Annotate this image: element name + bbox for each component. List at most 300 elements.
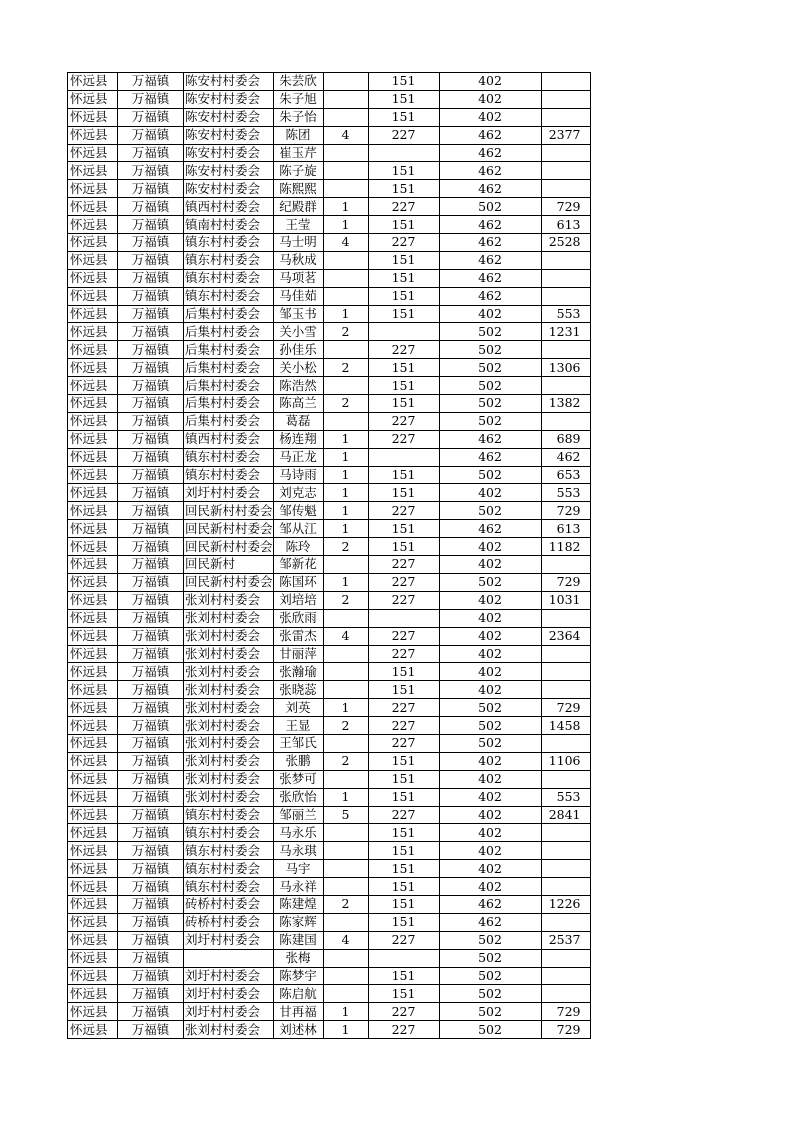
village-cell: 张刘村村委会 [184, 1021, 274, 1039]
table-row [68, 466, 591, 484]
amount1-cell: 151 [368, 90, 439, 108]
village-cell: 回民新村村委会 [185, 538, 273, 554]
town-cell: 万福镇 [118, 502, 184, 520]
name-cell: 邹玉书 [273, 305, 323, 323]
village-cell: 张刘村村委会 [184, 609, 274, 627]
amount1-cell: 227 [368, 627, 439, 645]
count-cell: 1 [323, 216, 368, 234]
village-cell: 镇东村村委会 [184, 466, 274, 484]
name-cell: 邹从江 [273, 520, 323, 538]
village-cell: 镇东村村委会 [184, 860, 274, 878]
total-cell: 553 [541, 788, 590, 806]
amount1-cell: 151 [368, 520, 439, 538]
total-cell [541, 556, 590, 574]
count-cell [323, 842, 368, 860]
amount1-cell [368, 448, 439, 466]
town-cell: 万福镇 [118, 180, 184, 198]
count-cell: 2 [323, 591, 368, 609]
table-row [68, 967, 591, 985]
county-cell: 怀远县 [68, 180, 118, 198]
village-cell: 回民新村村委会 [185, 502, 273, 518]
table-row [68, 359, 591, 377]
name-cell: 马正龙 [273, 448, 323, 466]
village-cell: 陈安村村委会 [184, 144, 274, 162]
amount1-cell: 151 [368, 967, 439, 985]
village-cell: 张刘村村委会 [184, 734, 274, 752]
amount1-cell: 227 [368, 234, 439, 252]
amount2-cell: 502 [439, 734, 541, 752]
county-cell: 怀远县 [68, 860, 118, 878]
name-cell: 马永祥 [273, 878, 323, 896]
amount2-cell: 502 [439, 949, 541, 967]
table-row [68, 752, 591, 770]
table-row [68, 90, 591, 108]
county-cell: 怀远县 [68, 251, 118, 269]
table-row [68, 860, 591, 878]
amount2-cell: 502 [439, 699, 541, 717]
county-cell: 怀远县 [68, 663, 118, 681]
village-cell: 镇东村村委会 [184, 878, 274, 896]
name-cell: 张梅 [273, 949, 323, 967]
amount2-cell: 502 [439, 377, 541, 395]
county-cell: 怀远县 [68, 520, 118, 538]
amount2-cell: 402 [439, 90, 541, 108]
amount1-cell [368, 609, 439, 627]
town-cell: 万福镇 [118, 913, 184, 931]
amount2-cell: 462 [439, 430, 541, 448]
town-cell: 万福镇 [118, 341, 184, 359]
town-cell: 万福镇 [118, 949, 184, 967]
count-cell: 1 [323, 1003, 368, 1021]
table-row [68, 538, 591, 556]
table-row [68, 699, 591, 717]
town-cell: 万福镇 [118, 806, 184, 824]
county-cell: 怀远县 [68, 216, 118, 234]
county-cell: 怀远县 [68, 770, 118, 788]
amount2-cell: 462 [439, 448, 541, 466]
total-cell [541, 842, 590, 860]
name-cell: 张雷杰 [273, 627, 323, 645]
town-cell: 万福镇 [118, 73, 184, 91]
count-cell [323, 108, 368, 126]
table-row [68, 180, 591, 198]
town-cell: 万福镇 [118, 717, 184, 735]
name-cell: 纪殿群 [273, 198, 323, 216]
town-cell: 万福镇 [118, 484, 184, 502]
count-cell [323, 412, 368, 430]
name-cell: 崔玉芹 [273, 144, 323, 162]
total-cell [541, 73, 590, 91]
county-cell: 怀远县 [68, 538, 118, 556]
count-cell [323, 860, 368, 878]
town-cell: 万福镇 [118, 251, 184, 269]
county-cell: 怀远县 [68, 1003, 118, 1021]
town-cell: 万福镇 [118, 538, 184, 556]
table-row [68, 234, 591, 252]
count-cell [323, 180, 368, 198]
village-cell: 张刘村村委会 [184, 681, 274, 699]
village-cell: 后集村村委会 [184, 412, 274, 430]
name-cell: 张瀚瑜 [273, 663, 323, 681]
town-cell: 万福镇 [118, 609, 184, 627]
table-row [68, 591, 591, 609]
amount1-cell: 227 [368, 573, 439, 591]
amount2-cell: 402 [439, 73, 541, 91]
count-cell: 2 [323, 717, 368, 735]
village-cell: 张刘村村委会 [184, 788, 274, 806]
count-cell: 1 [323, 573, 368, 591]
amount2-cell: 402 [439, 681, 541, 699]
name-cell: 陈子旋 [273, 162, 323, 180]
village-cell: 后集村村委会 [184, 323, 274, 341]
county-cell: 怀远县 [68, 842, 118, 860]
county-cell: 怀远县 [68, 627, 118, 645]
table-row [68, 251, 591, 269]
amount2-cell: 462 [439, 216, 541, 234]
total-cell [541, 162, 590, 180]
village-cell: 镇东村村委会 [184, 234, 274, 252]
village-cell: 镇东村村委会 [184, 806, 274, 824]
table-row [68, 609, 591, 627]
total-cell [541, 913, 590, 931]
village-cell: 陈安村村委会 [184, 162, 274, 180]
total-cell [541, 770, 590, 788]
table-row [68, 108, 591, 126]
total-cell: 613 [541, 520, 590, 538]
town-cell: 万福镇 [118, 162, 184, 180]
count-cell [323, 609, 368, 627]
total-cell: 1182 [541, 538, 590, 556]
town-cell: 万福镇 [118, 699, 184, 717]
count-cell: 1 [323, 484, 368, 502]
village-cell: 刘圩村村委会 [184, 1003, 274, 1021]
county-cell: 怀远县 [68, 466, 118, 484]
village-cell: 镇东村村委会 [184, 448, 274, 466]
county-cell: 怀远县 [68, 967, 118, 985]
town-cell: 万福镇 [118, 895, 184, 913]
village-cell: 后集村村委会 [184, 395, 274, 413]
amount2-cell: 462 [439, 180, 541, 198]
town-cell: 万福镇 [118, 573, 184, 591]
town-cell: 万福镇 [118, 216, 184, 234]
table-row [68, 395, 591, 413]
total-cell: 1306 [541, 359, 590, 377]
table-body [68, 73, 591, 1039]
total-cell [541, 949, 590, 967]
county-cell: 怀远县 [68, 556, 118, 574]
name-cell: 马永乐 [273, 824, 323, 842]
amount1-cell: 151 [368, 860, 439, 878]
total-cell: 1382 [541, 395, 590, 413]
total-cell [541, 967, 590, 985]
amount1-cell: 227 [368, 699, 439, 717]
total-cell [541, 824, 590, 842]
town-cell: 万福镇 [118, 681, 184, 699]
table-row [68, 144, 591, 162]
table-row [68, 484, 591, 502]
name-cell: 张欣雨 [273, 609, 323, 627]
table-row [68, 305, 591, 323]
count-cell [323, 949, 368, 967]
name-cell: 刘英 [273, 699, 323, 717]
name-cell: 马项茗 [273, 269, 323, 287]
town-cell: 万福镇 [118, 305, 184, 323]
amount1-cell: 151 [368, 484, 439, 502]
total-cell: 729 [541, 1003, 590, 1021]
total-cell: 729 [541, 198, 590, 216]
village-cell: 镇东村村委会 [184, 269, 274, 287]
amount1-cell: 151 [368, 305, 439, 323]
village-cell: 镇东村村委会 [184, 824, 274, 842]
name-cell: 关小雪 [273, 323, 323, 341]
amount1-cell: 151 [368, 251, 439, 269]
count-cell: 1 [323, 198, 368, 216]
total-cell: 1226 [541, 895, 590, 913]
name-cell: 陈梦宇 [273, 967, 323, 985]
amount1-cell: 151 [368, 663, 439, 681]
total-cell [541, 180, 590, 198]
village-cell: 镇东村村委会 [184, 842, 274, 860]
county-cell: 怀远县 [68, 234, 118, 252]
name-cell: 葛磊 [273, 412, 323, 430]
amount2-cell: 402 [439, 878, 541, 896]
name-cell: 马士明 [273, 234, 323, 252]
total-cell: 729 [541, 502, 590, 520]
amount1-cell: 227 [368, 1021, 439, 1039]
county-cell: 怀远县 [68, 90, 118, 108]
name-cell: 邹新花 [273, 556, 323, 574]
count-cell [323, 162, 368, 180]
amount2-cell: 502 [439, 395, 541, 413]
amount1-cell: 227 [368, 1003, 439, 1021]
amount2-cell: 402 [439, 860, 541, 878]
count-cell: 1 [323, 520, 368, 538]
count-cell [323, 341, 368, 359]
village-cell: 陈安村村委会 [184, 73, 274, 91]
total-cell [541, 377, 590, 395]
name-cell: 马诗雨 [273, 466, 323, 484]
amount2-cell: 402 [439, 538, 541, 556]
amount1-cell: 151 [368, 538, 439, 556]
village-cell: 后集村村委会 [184, 341, 274, 359]
name-cell: 陈高兰 [273, 395, 323, 413]
village-cell: 张刘村村委会 [184, 770, 274, 788]
village-cell: 砖桥村村委会 [184, 895, 274, 913]
total-cell: 2537 [541, 931, 590, 949]
table-row [68, 931, 591, 949]
total-cell [541, 985, 590, 1003]
town-cell: 万福镇 [118, 269, 184, 287]
name-cell: 甘再福 [273, 1003, 323, 1021]
count-cell: 1 [323, 1021, 368, 1039]
table-row [68, 377, 591, 395]
amount2-cell: 502 [439, 466, 541, 484]
village-cell: 刘圩村村委会 [184, 931, 274, 949]
amount2-cell: 402 [439, 484, 541, 502]
table-row [68, 1003, 591, 1021]
table-row [68, 895, 591, 913]
count-cell [323, 913, 368, 931]
total-cell [541, 90, 590, 108]
name-cell: 陈浩然 [273, 377, 323, 395]
amount2-cell: 402 [439, 305, 541, 323]
count-cell [323, 770, 368, 788]
name-cell: 朱芸欣 [273, 73, 323, 91]
table-row [68, 734, 591, 752]
name-cell: 马永琪 [273, 842, 323, 860]
total-cell [541, 144, 590, 162]
county-cell: 怀远县 [68, 717, 118, 735]
table-row [68, 824, 591, 842]
name-cell: 陈团 [273, 126, 323, 144]
county-cell: 怀远县 [68, 609, 118, 627]
town-cell: 万福镇 [118, 770, 184, 788]
table-row [68, 645, 591, 663]
amount2-cell: 502 [439, 985, 541, 1003]
village-cell: 张刘村村委会 [184, 645, 274, 663]
total-cell [541, 734, 590, 752]
name-cell: 王莹 [273, 216, 323, 234]
village-cell: 回民新村 [184, 556, 274, 574]
town-cell: 万福镇 [118, 198, 184, 216]
table-row [68, 556, 591, 574]
table-row [68, 1021, 591, 1039]
village-cell [184, 949, 274, 967]
count-cell [323, 878, 368, 896]
amount1-cell: 151 [368, 269, 439, 287]
total-cell: 613 [541, 216, 590, 234]
amount2-cell: 462 [439, 126, 541, 144]
name-cell: 杨连翔 [273, 430, 323, 448]
county-cell: 怀远县 [68, 73, 118, 91]
town-cell: 万福镇 [118, 108, 184, 126]
town-cell: 万福镇 [118, 985, 184, 1003]
table-row [68, 788, 591, 806]
county-cell: 怀远县 [68, 573, 118, 591]
county-cell: 怀远县 [68, 645, 118, 663]
total-cell [541, 269, 590, 287]
amount1-cell: 227 [368, 126, 439, 144]
amount1-cell: 151 [368, 359, 439, 377]
amount1-cell: 151 [368, 466, 439, 484]
village-cell: 砖桥村村委会 [184, 913, 274, 931]
town-cell: 万福镇 [118, 430, 184, 448]
count-cell [323, 269, 368, 287]
total-cell: 2364 [541, 627, 590, 645]
table-row [68, 162, 591, 180]
count-cell: 2 [323, 395, 368, 413]
amount2-cell: 402 [439, 609, 541, 627]
count-cell: 1 [323, 305, 368, 323]
name-cell: 张梦可 [273, 770, 323, 788]
table-row [68, 412, 591, 430]
count-cell: 4 [323, 931, 368, 949]
amount1-cell: 227 [368, 645, 439, 663]
table-row [68, 520, 591, 538]
name-cell: 王邹氏 [273, 734, 323, 752]
county-cell: 怀远县 [68, 198, 118, 216]
table-row [68, 73, 591, 91]
name-cell: 张欣怡 [273, 788, 323, 806]
table-row [68, 627, 591, 645]
amount2-cell: 502 [439, 502, 541, 520]
table-row [68, 430, 591, 448]
table-row [68, 269, 591, 287]
county-cell: 怀远县 [68, 895, 118, 913]
table-row [68, 287, 591, 305]
county-cell: 怀远县 [68, 305, 118, 323]
table-row [68, 126, 591, 144]
county-cell: 怀远县 [68, 1021, 118, 1039]
count-cell [323, 73, 368, 91]
town-cell: 万福镇 [118, 824, 184, 842]
amount1-cell: 151 [368, 752, 439, 770]
amount1-cell: 227 [368, 430, 439, 448]
town-cell: 万福镇 [118, 842, 184, 860]
count-cell: 2 [323, 895, 368, 913]
total-cell [541, 341, 590, 359]
county-cell: 怀远县 [68, 287, 118, 305]
total-cell: 653 [541, 466, 590, 484]
count-cell [323, 985, 368, 1003]
table-row [68, 323, 591, 341]
amount1-cell: 227 [368, 931, 439, 949]
table-row [68, 949, 591, 967]
amount2-cell: 402 [439, 556, 541, 574]
county-cell: 怀远县 [68, 985, 118, 1003]
village-cell: 镇西村村委会 [184, 198, 274, 216]
table-row [68, 985, 591, 1003]
name-cell: 马佳茹 [273, 287, 323, 305]
total-cell [541, 412, 590, 430]
village-cell: 陈安村村委会 [184, 126, 274, 144]
county-cell: 怀远县 [68, 448, 118, 466]
total-cell [541, 609, 590, 627]
amount2-cell: 402 [439, 108, 541, 126]
name-cell: 孙佳乐 [273, 341, 323, 359]
count-cell [323, 824, 368, 842]
total-cell: 1031 [541, 591, 590, 609]
amount1-cell: 151 [368, 878, 439, 896]
total-cell: 553 [541, 305, 590, 323]
village-cell: 回民新村村委会 [185, 574, 273, 590]
county-cell: 怀远县 [68, 341, 118, 359]
count-cell: 1 [323, 466, 368, 484]
table-row [68, 681, 591, 699]
amount2-cell: 462 [439, 287, 541, 305]
village-cell: 刘圩村村委会 [184, 985, 274, 1003]
village-cell: 刘圩村村委会 [184, 484, 274, 502]
town-cell: 万福镇 [118, 627, 184, 645]
total-cell [541, 108, 590, 126]
amount1-cell: 151 [368, 216, 439, 234]
amount1-cell: 151 [368, 377, 439, 395]
count-cell [323, 645, 368, 663]
data-table [67, 72, 591, 1039]
table-row [68, 770, 591, 788]
county-cell: 怀远县 [68, 734, 118, 752]
amount1-cell [368, 323, 439, 341]
count-cell: 1 [323, 430, 368, 448]
county-cell: 怀远县 [68, 144, 118, 162]
town-cell: 万福镇 [118, 860, 184, 878]
county-cell: 怀远县 [68, 502, 118, 520]
total-cell: 1231 [541, 323, 590, 341]
amount1-cell: 151 [368, 913, 439, 931]
village-cell: 后集村村委会 [184, 359, 274, 377]
amount1-cell: 151 [368, 788, 439, 806]
amount1-cell: 151 [368, 895, 439, 913]
